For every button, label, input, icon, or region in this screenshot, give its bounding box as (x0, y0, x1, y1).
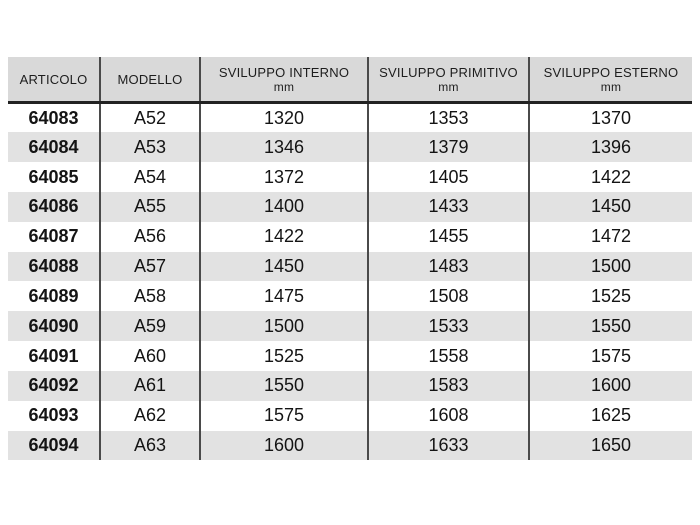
sviluppo-primitivo-cell: 1405 (368, 162, 529, 192)
table-row (8, 162, 692, 192)
column-unit: mm (600, 79, 622, 94)
sviluppo-interno-cell: 1422 (200, 222, 368, 252)
articolo-cell: 64092 (28, 375, 79, 396)
sviluppo-interno-cell: 1372 (200, 162, 368, 192)
sviluppo-interno-cell: 1600 (200, 431, 368, 461)
table-row (8, 252, 692, 282)
sviluppo-esterno-cell: 1396 (529, 132, 692, 162)
modello-cell: A53 (100, 132, 200, 162)
sviluppo-primitivo-cell: 1379 (368, 132, 529, 162)
modello-cell: A54 (100, 162, 200, 192)
column-label: MODELLO (117, 71, 183, 87)
column-header-articolo (8, 57, 100, 103)
articolo-cell: 64084 (28, 136, 79, 157)
column-label: ARTICOLO (19, 71, 88, 87)
sviluppo-esterno-cell: 1422 (529, 162, 692, 192)
sviluppo-esterno-cell: 1650 (529, 431, 692, 461)
sviluppo-primitivo-cell: 1483 (368, 252, 529, 282)
sviluppo-esterno-cell: 1472 (529, 222, 692, 252)
product-spec-table (8, 57, 692, 460)
modello-cell: A52 (100, 103, 200, 133)
sviluppo-primitivo-cell: 1353 (368, 103, 529, 133)
column-unit: mm (273, 79, 295, 94)
sviluppo-primitivo-cell: 1633 (368, 431, 529, 461)
sviluppo-esterno-cell: 1525 (529, 281, 692, 311)
articolo-cell: 64090 (28, 315, 79, 336)
modello-cell: A61 (100, 371, 200, 401)
header-row (8, 57, 692, 103)
table-row (8, 132, 692, 162)
sviluppo-primitivo-cell: 1455 (368, 222, 529, 252)
sviluppo-esterno-cell: 1600 (529, 371, 692, 401)
sviluppo-interno-cell: 1575 (200, 401, 368, 431)
table-row (8, 371, 692, 401)
column-header-sviluppo-interno (200, 57, 368, 103)
articolo-cell: 64083 (28, 107, 79, 128)
articolo-cell: 64086 (28, 196, 79, 217)
sviluppo-interno-cell: 1450 (200, 252, 368, 282)
column-header-sviluppo-esterno (529, 57, 692, 103)
sviluppo-primitivo-cell: 1558 (368, 341, 529, 371)
modello-cell: A55 (100, 192, 200, 222)
sviluppo-interno-cell: 1400 (200, 192, 368, 222)
column-label: SVILUPPO INTERNO (218, 64, 350, 80)
sviluppo-esterno-cell: 1625 (529, 401, 692, 431)
column-label: SVILUPPO ESTERNO (543, 64, 679, 80)
sviluppo-primitivo-cell: 1608 (368, 401, 529, 431)
table-row (8, 401, 692, 431)
modello-cell: A59 (100, 311, 200, 341)
modello-cell: A57 (100, 252, 200, 282)
table-row (8, 281, 692, 311)
table-row (8, 192, 692, 222)
table-row (8, 103, 692, 133)
sviluppo-interno-cell: 1475 (200, 281, 368, 311)
column-unit: mm (438, 79, 459, 94)
table-row (8, 431, 692, 461)
sviluppo-esterno-cell: 1500 (529, 252, 692, 282)
modello-cell: A58 (100, 281, 200, 311)
articolo-cell: 64094 (28, 435, 79, 456)
modello-cell: A63 (100, 431, 200, 461)
sviluppo-interno-cell: 1320 (200, 103, 368, 133)
articolo-cell: 64088 (28, 256, 79, 277)
articolo-cell: 64091 (28, 345, 79, 366)
sviluppo-esterno-cell: 1370 (529, 103, 692, 133)
articolo-cell: 64087 (28, 226, 79, 247)
column-header-sviluppo-primitivo (368, 57, 529, 103)
modello-cell: A60 (100, 341, 200, 371)
articolo-cell: 64085 (28, 166, 79, 187)
table-row (8, 222, 692, 252)
sviluppo-primitivo-cell: 1583 (368, 371, 529, 401)
sviluppo-esterno-cell: 1550 (529, 311, 692, 341)
sviluppo-primitivo-cell: 1433 (368, 192, 529, 222)
modello-cell: A62 (100, 401, 200, 431)
column-label: SVILUPPO PRIMITIVO (379, 64, 518, 80)
column-header-modello (100, 57, 200, 103)
sviluppo-interno-cell: 1500 (200, 311, 368, 341)
sviluppo-primitivo-cell: 1508 (368, 281, 529, 311)
sviluppo-esterno-cell: 1450 (529, 192, 692, 222)
sviluppo-primitivo-cell: 1533 (368, 311, 529, 341)
articolo-cell: 64089 (28, 285, 79, 306)
sviluppo-interno-cell: 1346 (200, 132, 368, 162)
table-body (8, 103, 692, 461)
sviluppo-interno-cell: 1550 (200, 371, 368, 401)
table-row (8, 341, 692, 371)
table-header (8, 57, 692, 103)
sviluppo-esterno-cell: 1575 (529, 341, 692, 371)
modello-cell: A56 (100, 222, 200, 252)
sviluppo-interno-cell: 1525 (200, 341, 368, 371)
table-row (8, 311, 692, 341)
articolo-cell: 64093 (28, 405, 79, 426)
